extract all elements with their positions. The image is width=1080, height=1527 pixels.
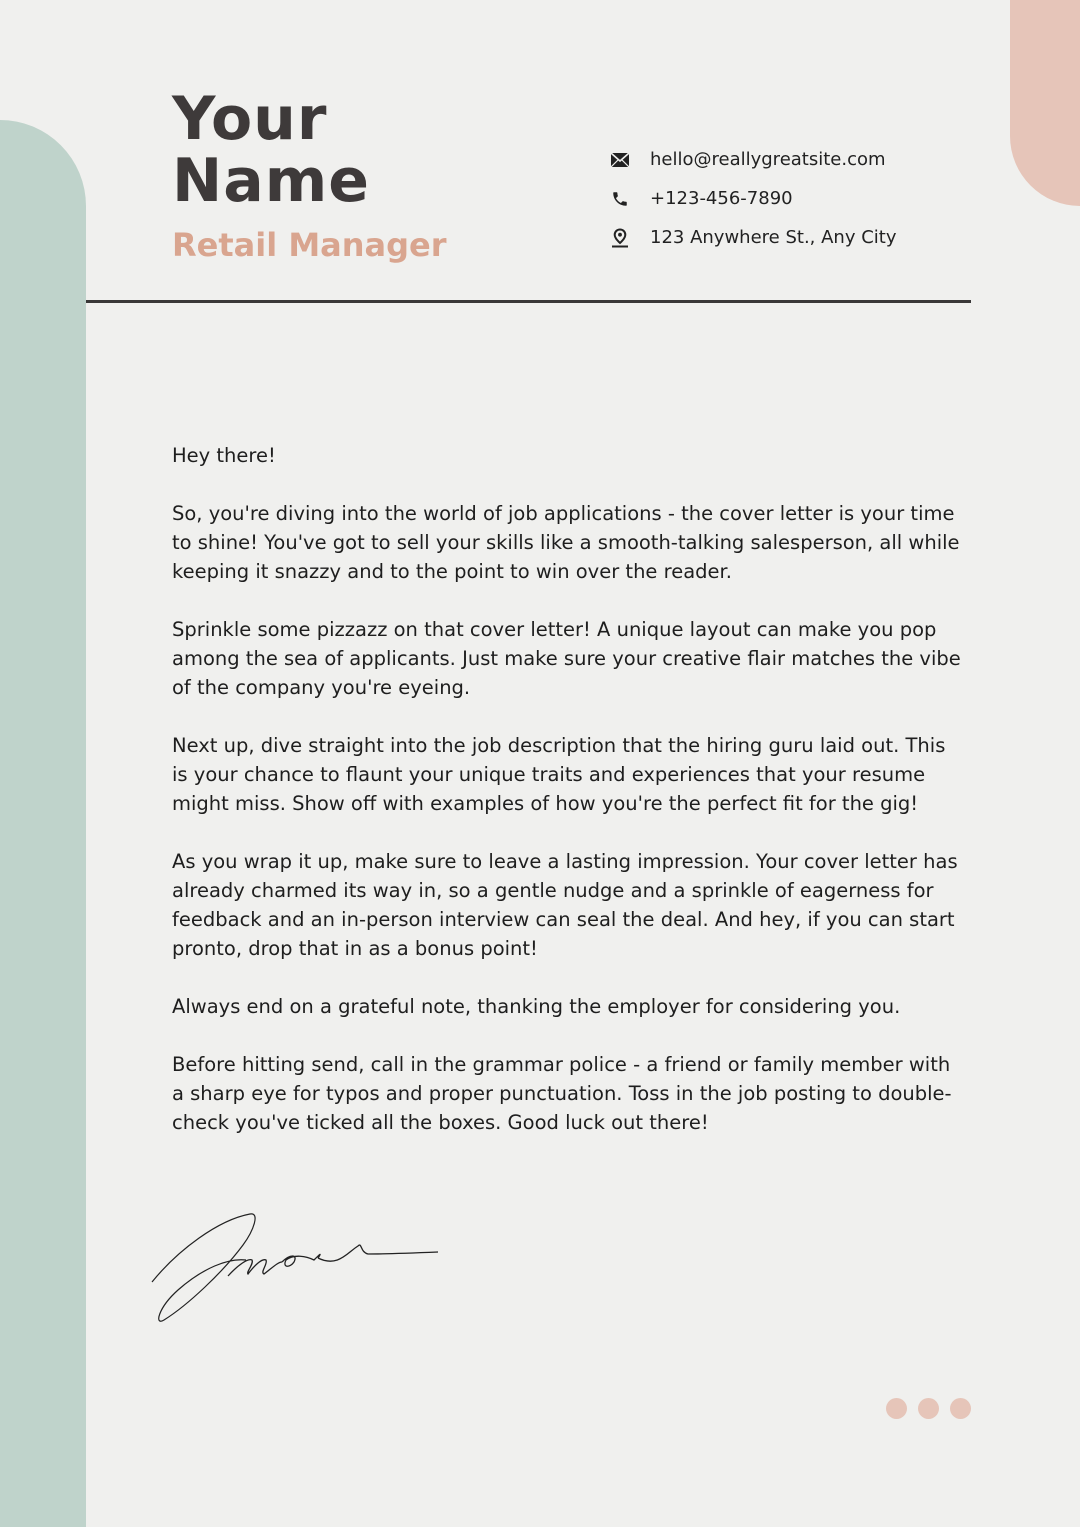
applicant-name [172, 84, 370, 216]
contact-block [610, 140, 970, 257]
letter-paragraph: Sprinkle some pizzazz on that cover letter! A unique layout can make you pop among the sea of applicants. Just make sure your creative flair matches the vibe of the company you're eyeing. [172, 618, 961, 699]
contact-email-row [610, 140, 970, 179]
left-decorative-band [0, 120, 86, 1527]
letter-paragraph: Before hitting send, call in the grammar police - a friend or family member with a sharp eye for typos and proper punctuation. Toss in the job posting to double-check you've ticked all the boxes. Good luck out there! [172, 1053, 952, 1134]
map-pin-icon [610, 228, 630, 248]
phone-icon [610, 189, 630, 209]
decorative-dot [918, 1398, 939, 1419]
letter-greeting: Hey there! [172, 444, 276, 467]
letter-paragraph: Next up, dive straight into the job description that the hiring guru laid out. This is your chance to flaunt your unique traits and experiences that your resume might miss. Show off with examples of how you're the perfect fit for the gig! [172, 734, 946, 815]
header-divider [86, 300, 971, 303]
contact-email[interactable]: hello@reallygreatsite.com [650, 149, 886, 170]
contact-address-row [610, 218, 970, 257]
letter-paragraph: Always end on a grateful note, thanking the employer for considering you. [172, 995, 901, 1018]
name-line-1: Your [172, 84, 328, 154]
letter-paragraph: As you wrap it up, make sure to leave a lasting impression. Your cover letter has already charmed its way in, so a gentle nudge and a sprinkle of eagerness for feedback and an in-person interview can seal the deal. And hey, if you can start pronto, drop that in as a bonus point! [172, 850, 958, 960]
corner-decorative-shape [1010, 0, 1080, 206]
name-line-2: Name [172, 146, 370, 216]
decorative-dot [950, 1398, 971, 1419]
decorative-dots [886, 1398, 982, 1419]
contact-address: 123 Anywhere St., Any City [650, 227, 897, 248]
letter-paragraph: So, you're diving into the world of job applications - the cover letter is your time to shine! You've got to sell your skills like a smooth-talking salesperson, all while keeping it snazzy and to the point to win over the reader. [172, 502, 960, 583]
decorative-dot [886, 1398, 907, 1419]
envelope-icon [610, 150, 630, 170]
letter-body [172, 441, 962, 1166]
contact-phone-row [610, 179, 970, 218]
job-title: Retail Manager [172, 226, 447, 264]
contact-phone[interactable]: +123-456-7890 [650, 188, 793, 209]
signature-image [148, 1210, 443, 1328]
